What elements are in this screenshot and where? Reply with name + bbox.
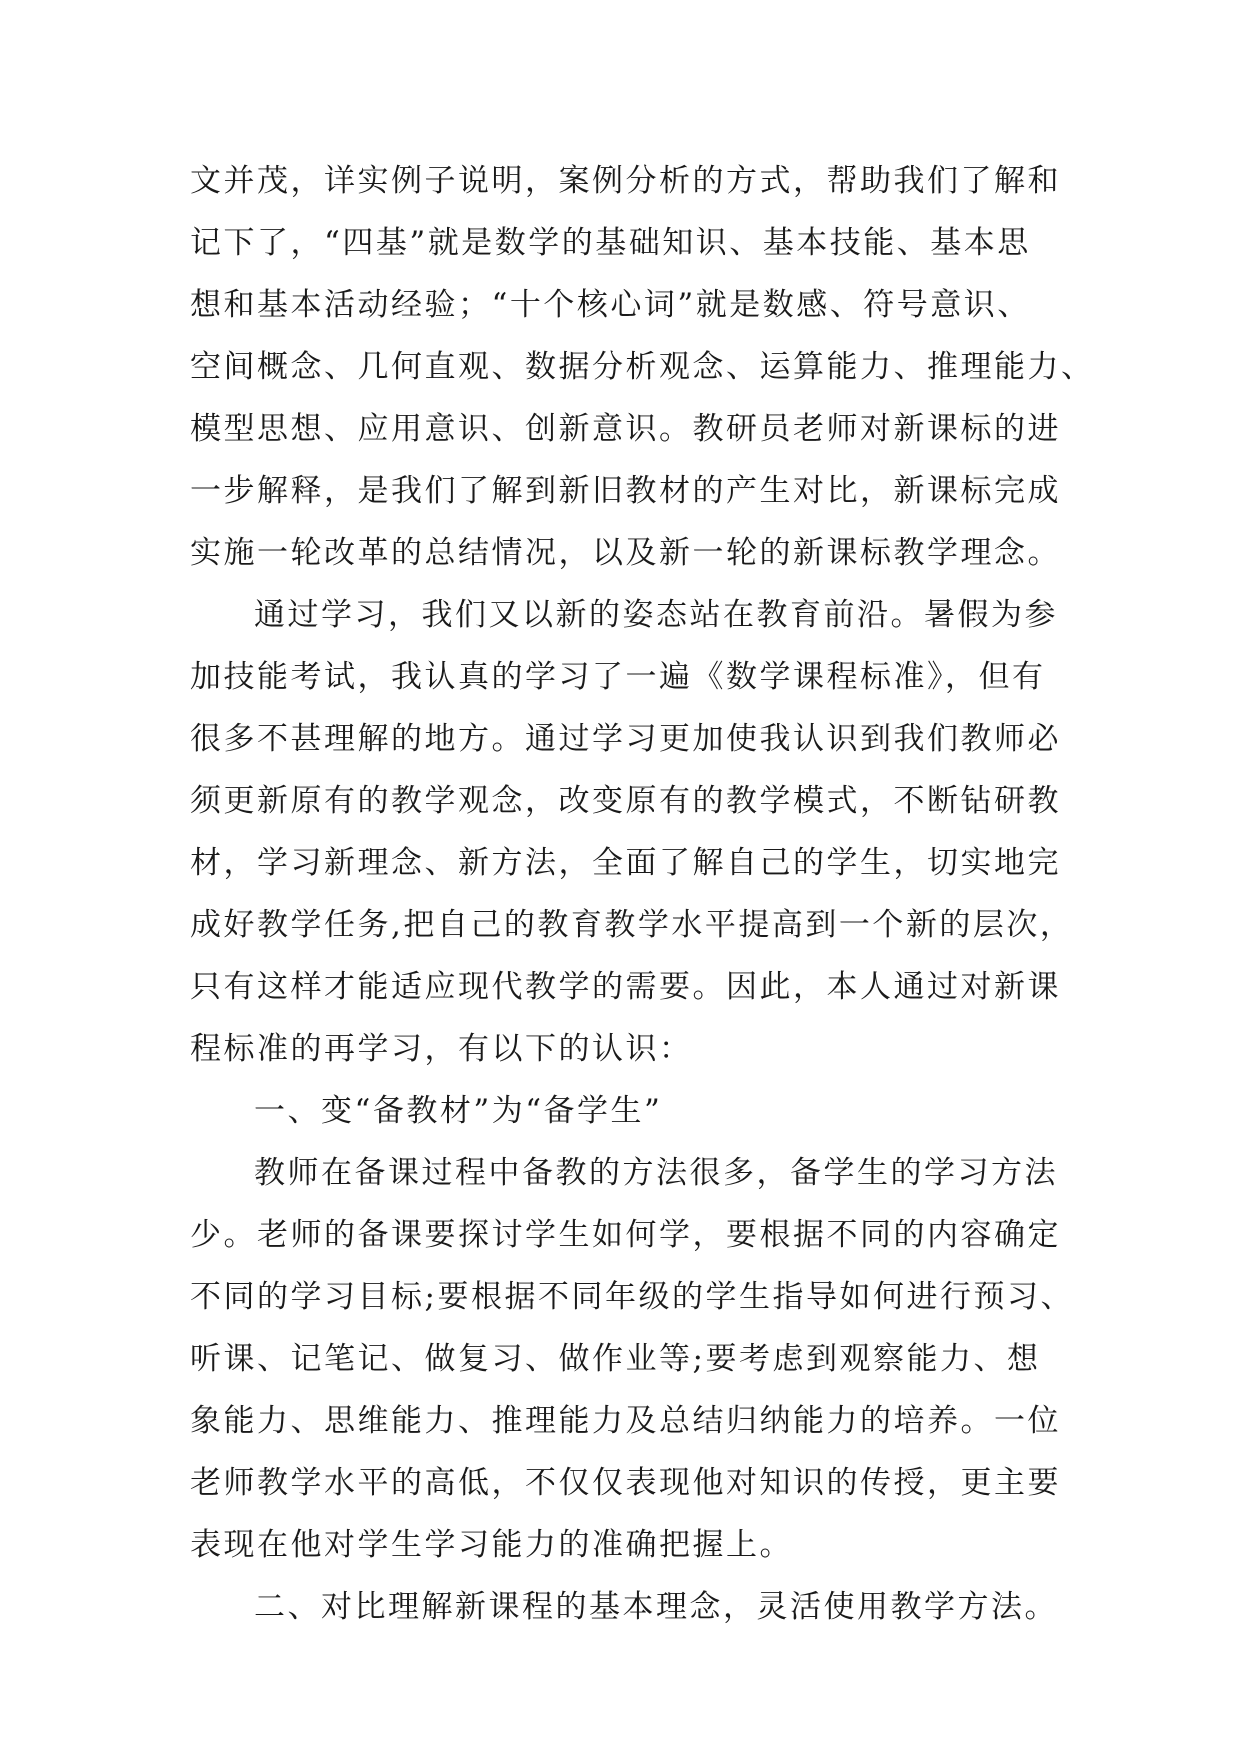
text-line: 少。老师的备课要探讨学生如何学，要根据不同的内容确定	[190, 1217, 1061, 1253]
text-line: 须更新原有的教学观念，改变原有的教学模式，不断钻研教	[190, 783, 1061, 819]
text-line: 文并茂，详实例子说明，案例分析的方式，帮助我们了解和	[190, 163, 1061, 199]
text-line: 老师教学水平的高低，不仅仅表现他对知识的传授，更主要	[190, 1465, 1061, 1501]
document-body	[190, 150, 1095, 1638]
text-line: 加技能考试，我认真的学习了一遍《数学课程标准》，但有	[190, 659, 1046, 695]
text-line: 想和基本活动经验；“十个核心词”就是数感、符号意识、	[190, 287, 1031, 323]
section-heading: 一、变“备教材”为“备学生”	[254, 1093, 663, 1129]
text-line: 模型思想、应用意识、创新意识。教研员老师对新课标的进	[190, 411, 1061, 447]
text-line: 实施一轮改革的总结情况，以及新一轮的新课标教学理念。	[190, 535, 1061, 571]
text-line: 表现在他对学生学习能力的准确把握上。	[190, 1527, 793, 1563]
paragraph-start-line: 通过学习，我们又以新的姿态站在教育前沿。暑假为参	[254, 597, 1058, 633]
text-line: 记下了，“四基”就是数学的基础知识、基本技能、基本思	[190, 225, 1031, 261]
text-line: 一步解释，是我们了解到新旧教材的产生对比，新课标完成	[190, 473, 1061, 509]
section-heading: 二、对比理解新课程的基本理念，灵活使用教学方法。	[254, 1589, 1058, 1625]
text-line: 很多不甚理解的地方。通过学习更加使我认识到我们教师必	[190, 721, 1061, 757]
text-line: 材，学习新理念、新方法，全面了解自己的学生，切实地完	[190, 845, 1061, 881]
text-line: 听课、记笔记、做复习、做作业等;要考虑到观察能力、想	[190, 1341, 1041, 1377]
text-line: 程标准的再学习，有以下的认识：	[190, 1031, 693, 1067]
text-line: 不同的学习目标;要根据不同年级的学生指导如何进行预习、	[190, 1279, 1074, 1315]
text-line: 成好教学任务,把自己的教育教学水平提高到一个新的层次，	[190, 907, 1074, 943]
text-line: 空间概念、几何直观、数据分析观念、运算能力、推理能力、	[190, 349, 1095, 385]
paragraph-start-line: 教师在备课过程中备教的方法很多，备学生的学习方法	[254, 1155, 1058, 1191]
text-line: 只有这样才能适应现代教学的需要。因此，本人通过对新课	[190, 969, 1061, 1005]
text-line: 象能力、思维能力、推理能力及总结归纳能力的培养。一位	[190, 1403, 1061, 1439]
